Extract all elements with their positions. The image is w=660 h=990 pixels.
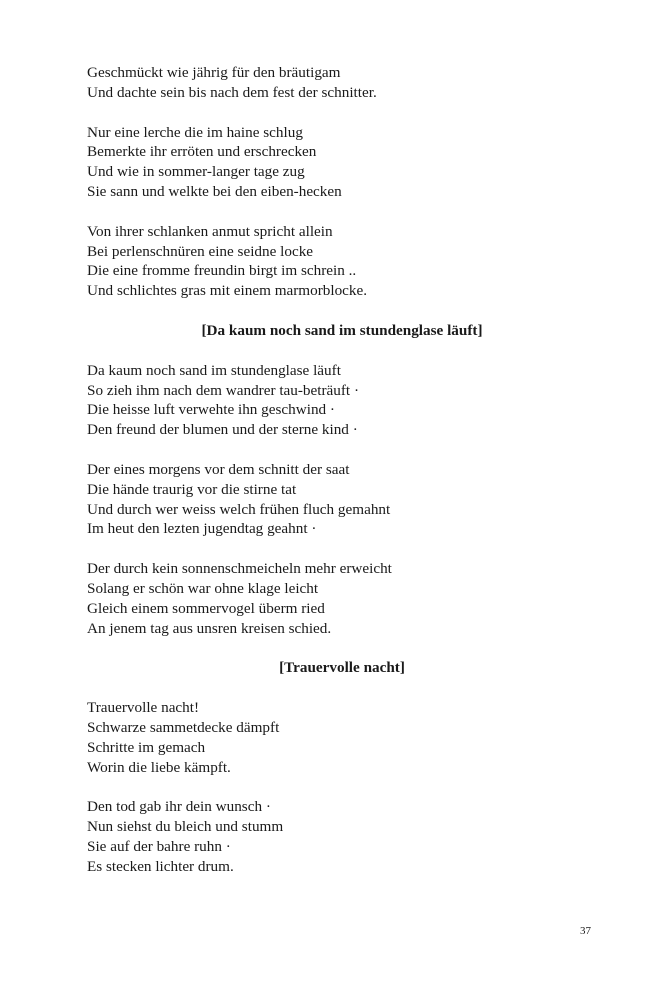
verse-line: Im heut den lezten jugendtag geahnt ·: [87, 520, 317, 538]
poem-trauervolle-nacht: [87, 658, 597, 876]
verse-line: Und durch wer weiss welch frühen fluch gemahnt: [87, 500, 391, 518]
stanza: [87, 460, 597, 539]
stanza: [87, 63, 597, 103]
poem-da-kaum-noch-sand: [87, 321, 597, 638]
verse-line: Den tod gab ihr dein wunsch ·: [87, 798, 271, 816]
verse-line: Die heisse luft verwehte ihn geschwind ·: [87, 401, 335, 419]
verse-line: Trauervolle nacht!: [87, 699, 200, 717]
verse-line: Geschmückt wie jährig für den bräutigam: [87, 64, 341, 81]
verse-line: Solang er schön war ohne klage leicht: [87, 579, 319, 597]
poem-title: [Da kaum noch sand im stundenglase läuft]: [201, 321, 483, 339]
verse-line: Bemerkte ihr erröten und erschrecken: [87, 143, 317, 161]
page-content: [87, 63, 597, 877]
verse-line: Da kaum noch sand im stundenglase läuft: [87, 361, 341, 379]
verse-line: So zieh ihm nach dem wandrer tau-beträuft ·: [87, 381, 360, 399]
stanza: [87, 361, 597, 440]
verse-line: Worin die liebe kämpft.: [87, 758, 231, 776]
verse-line: Von ihrer schlanken anmut spricht allein: [87, 222, 333, 240]
verse-line: Gleich einem sommervogel überm ried: [87, 599, 325, 617]
verse-line: Die eine fromme freundin birgt im schrein ..: [87, 262, 357, 280]
poem-title: [Trauervolle nacht]: [279, 659, 405, 677]
stanza: [87, 123, 597, 202]
verse-line: Sie sann und welkte bei den eiben-hecken: [87, 182, 342, 200]
verse-line: Nur eine lerche die im haine schlug: [87, 123, 303, 141]
verse-line: Sie auf der bahre ruhn ·: [87, 837, 231, 855]
page-number: 37: [580, 925, 591, 937]
verse-line: Schritte im gemach: [87, 738, 206, 756]
verse-line: Der durch kein sonnenschmeicheln mehr erweicht: [87, 560, 392, 578]
verse-line: An jenem tag aus unsren kreisen schied.: [87, 619, 332, 637]
verse-line: Den freund der blumen und der sterne kind ·: [87, 421, 358, 439]
verse-line: Die hände traurig vor die stirne tat: [87, 480, 297, 498]
verse-line: Bei perlenschnüren eine seidne locke: [87, 242, 314, 260]
verse-line: Der eines morgens vor dem schnitt der saat: [87, 460, 350, 478]
stanza: [87, 698, 597, 777]
verse-line: Und schlichtes gras mit einem marmorblocke.: [87, 282, 368, 300]
stanza: [87, 797, 597, 876]
stanza: [87, 559, 597, 638]
poem-continued: [87, 63, 597, 301]
verse-line: Und dachte sein bis nach dem fest der schnitter.: [87, 83, 377, 101]
verse-line: Es stecken lichter drum.: [87, 857, 234, 875]
verse-line: Nun siehst du bleich und stumm: [87, 818, 284, 836]
verse-line: Und wie in sommer-langer tage zug: [87, 163, 305, 181]
verse-line: Schwarze sammetdecke dämpft: [87, 718, 280, 736]
stanza: [87, 222, 597, 301]
